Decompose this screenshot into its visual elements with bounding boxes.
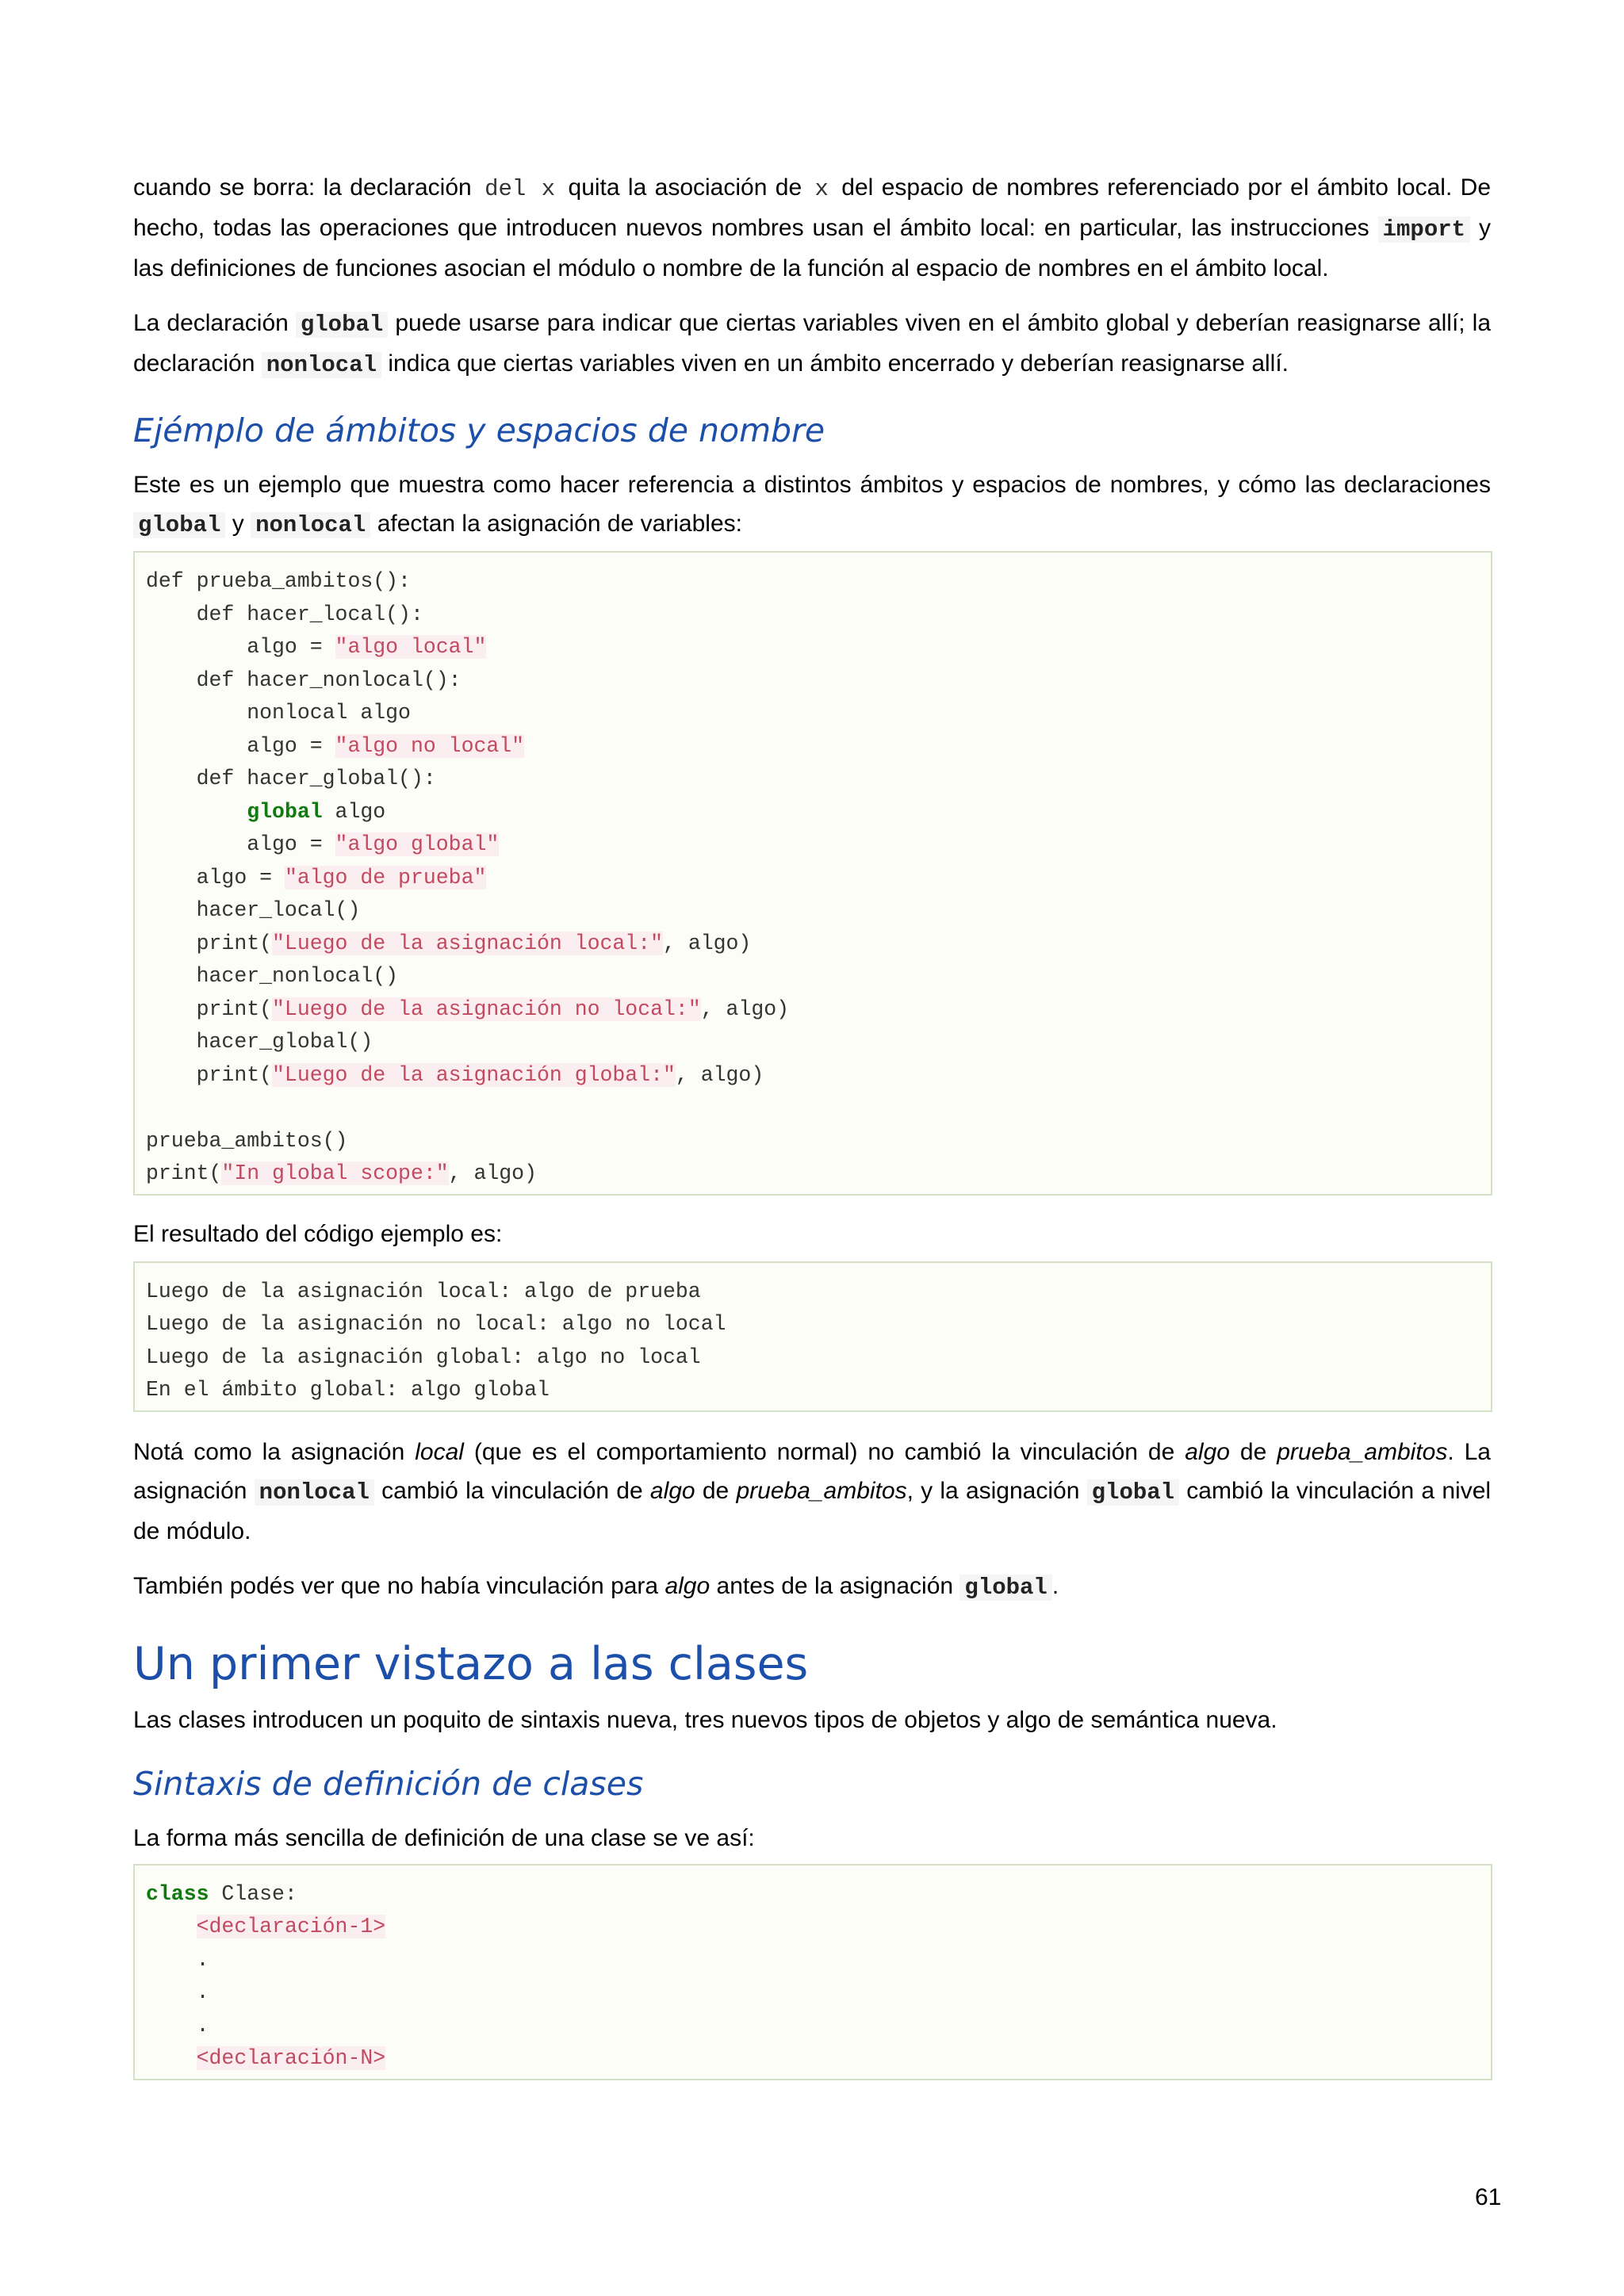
code-line: prueba_ambitos() — [146, 1128, 348, 1153]
code-block-prueba-ambitos — [133, 551, 1492, 1196]
inline-code-nonlocal: nonlocal — [251, 512, 370, 538]
code-line: algo = "algo local" — [146, 635, 487, 659]
code-line: <declaración-1> — [196, 1915, 386, 1938]
page-number: 61 — [1475, 2184, 1502, 2210]
code-line: def hacer_global(): — [146, 767, 436, 790]
section-title-ejemplo-ambitos: Ejémplo de ámbitos y espacios de nombre — [133, 411, 825, 450]
code-line: algo = "algo de prueba" — [146, 865, 487, 890]
code-line — [146, 1092, 1480, 1125]
code-line: algo = "algo global" — [146, 832, 500, 856]
code-line: print("Luego de la asignación global:", algo) — [146, 1062, 764, 1087]
inline-code-global: global — [296, 312, 388, 338]
inline-code-nonlocal: nonlocal — [255, 1479, 374, 1506]
inline-code-global: global — [959, 1575, 1051, 1601]
code-line: print("Luego de la asignación local:", algo) — [146, 931, 752, 955]
paragraph-nota-asignacion: Notá como la asignación local (que es el comportamiento normal) no cambió la vinculación de algo de prueba_ambitos. La asignación nonlocal cambió la vinculación de algo de prueba_ambitos, y la asignación global cambió la vinculación a nivel de módulo. — [133, 1438, 1492, 1544]
code-line: hacer_local() — [146, 898, 361, 922]
code-line: Luego de la asignación no local: algo no local — [146, 1312, 726, 1336]
code-line: print("Luego de la asignación no local:", algo) — [146, 997, 790, 1021]
code-block-clase — [133, 1864, 1492, 2080]
code-line: Luego de la asignación global: algo no local — [146, 1345, 701, 1369]
code-line: hacer_nonlocal() — [146, 964, 399, 988]
code-line: print("In global scope:", algo) — [146, 1161, 537, 1185]
code-line: . — [146, 1980, 209, 2004]
code-line: global algo — [247, 799, 386, 824]
inline-code-x: x — [814, 176, 829, 202]
code-line: <declaración-N> — [196, 2046, 386, 2070]
code-line: def hacer_local(): — [146, 602, 423, 626]
code-line: algo = "algo no local" — [146, 733, 525, 758]
inline-code-import: import — [1378, 216, 1470, 243]
chapter-title-clases: Un primer vistazo a las clases — [133, 1637, 809, 1690]
section-title-sintaxis-clases: Sintaxis de definición de clases — [133, 1764, 644, 1803]
paragraph-clases-intro: Las clases introducen un poquito de sintaxis nueva, tres nuevos tipos de objetos y algo de semántica nueva. — [133, 1706, 1277, 1733]
paragraph-global-nonlocal: La declaración global puede usarse para indicar que ciertas variables viven en el ámbito global y deberían reasignarse allí; la declaración nonlocal indica que ciertas variables viven en un ámbito encerrado y deberían reasignarse allí. — [133, 310, 1492, 378]
code-line: Luego de la asignación local: algo de prueba — [146, 1279, 701, 1303]
paragraph-ejemplo-intro: Este es un ejemplo que muestra como hacer referencia a distintos ámbitos y espacios de nombres, y cómo las declaraciones global y nonlocal afectan la asignación de variables: — [133, 472, 1491, 538]
code-line: def hacer_nonlocal(): — [146, 668, 462, 692]
paragraph-del-local-scope: cuando se borra: la declaración del x quita la asociación de x del espacio de nombres referenciado por el ámbito local. De hecho, todas las operaciones que introducen nuevos nombres usan el ámbito local: en particular, las instrucciones import y las definiciones de funciones asocian el módulo o nombre de la función al espacio de nombres en el ámbito local. — [133, 174, 1492, 281]
code-line: En el ámbito global: algo global — [146, 1378, 550, 1402]
inline-code-global: global — [133, 512, 225, 538]
inline-code-nonlocal: nonlocal — [262, 352, 381, 378]
inline-code-global: global — [1087, 1479, 1179, 1506]
code-line: hacer_global() — [146, 1030, 373, 1054]
code-line: . — [146, 2013, 209, 2038]
inline-code-del-x: del x — [485, 176, 556, 202]
code-line: def prueba_ambitos(): — [146, 569, 411, 593]
code-line: class Clase: — [146, 1881, 297, 1906]
code-line: nonlocal algo — [146, 701, 411, 725]
code-block-output — [133, 1261, 1492, 1412]
code-line: . — [146, 1947, 209, 1972]
paragraph-resultado: El resultado del código ejemplo es: — [133, 1220, 503, 1247]
paragraph-tambien: También podés ver que no había vinculación para algo antes de la asignación global . — [133, 1572, 1059, 1601]
document-page — [133, 168, 1491, 2080]
paragraph-forma-sencilla: La forma más sencilla de definición de una clase se ve así: — [133, 1824, 755, 1851]
